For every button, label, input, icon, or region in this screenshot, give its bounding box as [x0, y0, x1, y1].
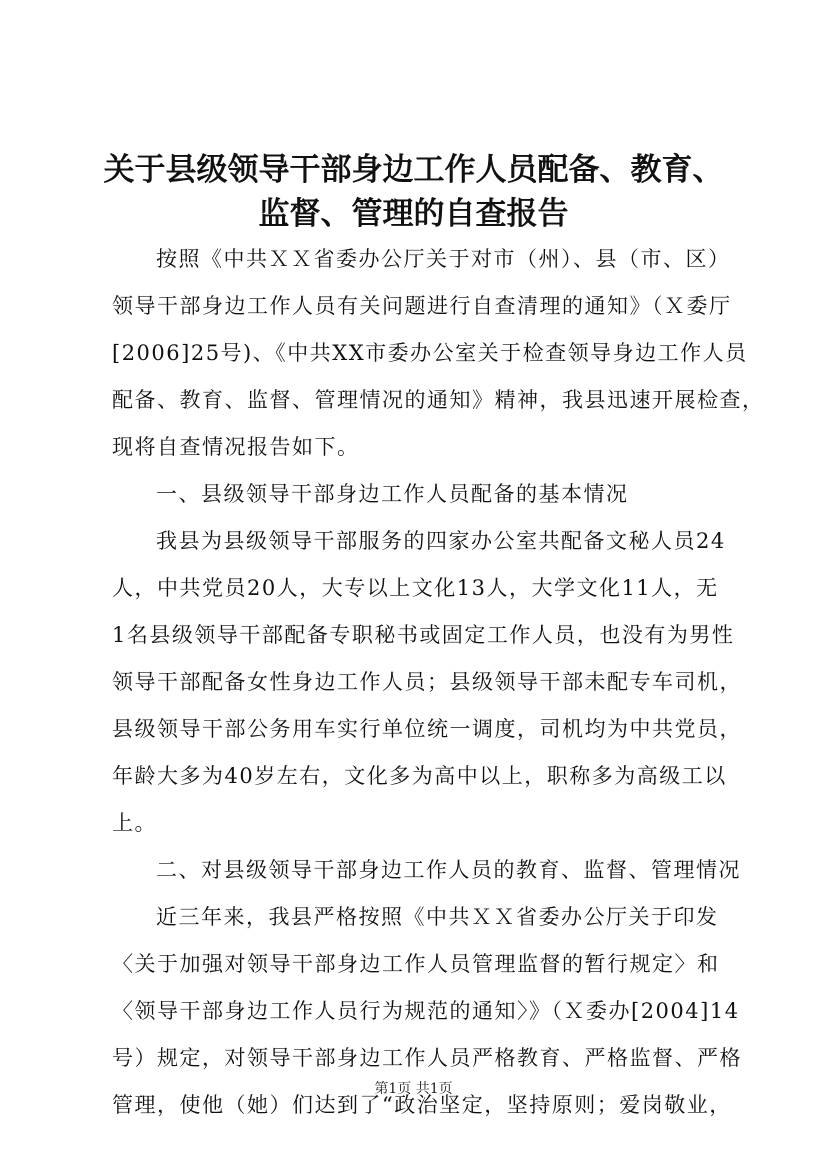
paragraph-line: 1名县级领导干部配备专职秘书或固定工作人员，也没有为男性: [112, 623, 735, 647]
document-title-line-2: 监督、管理的自查报告: [258, 196, 569, 232]
section-heading: 一、县级领导干部身边工作人员配备的基本情况: [156, 482, 629, 506]
paragraph-line: 现将自查情况报告如下。: [112, 435, 360, 459]
paragraph-line: 号）规定，对领导干部身边工作人员严格教育、严格监督、严格: [112, 1046, 742, 1070]
paragraph-line: [2006]25号)、《中共XX市委办公室关于检查领导身边工作人员: [112, 341, 748, 365]
paragraph-line: 配备、教育、监督、管理情况的通知》精神，我县迅速开展检查，: [112, 388, 765, 412]
document-title-line-1: 关于县级领导干部身边工作人员配备、教育、: [103, 152, 724, 188]
paragraph-line: 〈关于加强对领导干部身边工作人员管理监督的暂行规定〉和: [112, 952, 720, 976]
paragraph-line: 年龄大多为40岁左右，文化多为高中以上，职称多为高级工以: [112, 764, 727, 788]
page-footer: 第1页 共1页: [374, 1081, 453, 1097]
paragraph-line: 人，中共党员20人，大专以上文化13人，大学文化11人，无: [112, 576, 719, 600]
paragraph-line: 领导干部身边工作人员有关问题进行自查清理的通知》（Ｘ委厅: [112, 294, 732, 318]
paragraph-line: 管理，使他（她）们达到了“政治坚定，坚持原则；爱岗敬业，: [112, 1093, 732, 1117]
paragraph-line: 县级领导干部公务用车实行单位统一调度，司机均为中共党员，: [112, 717, 742, 741]
document-body: [112, 236, 765, 1129]
paragraph-line: 〈领导干部身边工作人员行为规范的通知〉》（Ｘ委办[2004]14: [112, 999, 740, 1023]
section-heading: 二、对县级领导干部身边工作人员的教育、监督、管理情况: [156, 858, 741, 882]
paragraph-line: 上。: [112, 811, 157, 835]
paragraph-line: 我县为县级领导干部服务的四家办公室共配备文秘人员24: [156, 529, 726, 553]
paragraph-line: 领导干部配备女性身边工作人员；县级领导干部未配专车司机，: [112, 670, 742, 694]
paragraph-line: 按照《中共ＸＸ省委办公厅关于对市（州）、县（市、区）: [156, 247, 731, 271]
paragraph-line: 近三年来，我县严格按照《中共ＸＸ省委办公厅关于印发: [156, 905, 719, 929]
